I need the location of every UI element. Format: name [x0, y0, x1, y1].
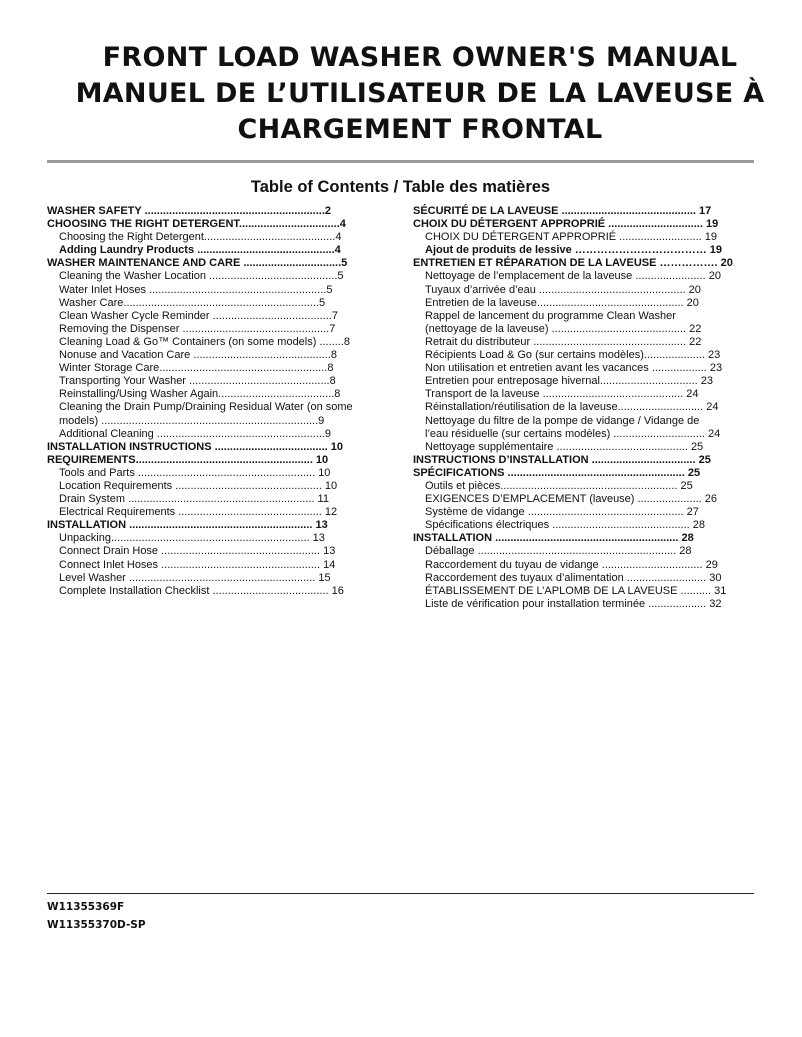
toc-entry[interactable]: Cleaning the Drain Pump/Draining Residual Water (on some [59, 401, 353, 414]
toc-entry[interactable]: Winter Storage Care.......................................................8 [59, 362, 334, 375]
title-divider [47, 160, 754, 163]
toc-english-column [47, 205, 403, 598]
toc-entry[interactable]: SÉCURITÉ DE LA LAVEUSE ............................................ 17 [413, 205, 712, 217]
toc-entry[interactable]: Drain System ............................................................. 11 [59, 493, 329, 506]
toc-entry[interactable]: Adding Laundry Products .............................................4 [59, 244, 341, 257]
toc-entry[interactable]: Réinstallation/réutilisation de la laveuse............................ 24 [425, 401, 719, 414]
toc-entry[interactable]: INSTALLATION INSTRUCTIONS ..................................... 10 [47, 440, 344, 453]
toc-entry[interactable]: Nonuse and Vacation Care .............................................8 [59, 349, 337, 362]
toc-entry[interactable]: Non utilisation et entretien avant les vacances .................. 23 [425, 362, 723, 375]
toc-entry[interactable]: Water Inlet Hoses ..........................................................5 [59, 283, 333, 296]
document-codes [47, 898, 146, 934]
toc-entry[interactable]: Nettoyage du filtre de la pompe de vidange / Vidange de [425, 414, 700, 427]
toc-entry[interactable]: Raccordement du tuyau de vidange ................................. 29 [425, 558, 718, 571]
toc-entry[interactable]: Choosing the Right Detergent...........................................4 [59, 231, 342, 244]
toc-entry[interactable]: Washer Care................................................................5 [59, 296, 326, 309]
toc-entry[interactable]: Cleaning the Washer Location ..........................................5 [59, 270, 344, 283]
toc-entry[interactable]: Reinstalling/Using Washer Again......................................8 [59, 388, 341, 401]
toc-entry[interactable]: ÉTABLISSEMENT DE L’APLOMB DE LA LAVEUSE .......... 31 [425, 584, 727, 597]
toc-entry[interactable]: Connect Inlet Hoses .................................................... 14 [59, 558, 336, 571]
toc-entry[interactable]: models) .......................................................................9 [59, 414, 325, 427]
toc-entry[interactable]: CHOIX DU DÉTERGENT APPROPRIÉ ............................... 19 [413, 218, 719, 231]
doc-code-en: W11355369F [47, 901, 125, 913]
toc-entry[interactable]: Spécifications électriques ............................................. 28 [425, 519, 705, 532]
title-line-fr-1: MANUEL DE L’UTILISATEUR DE LA LAVEUSE À [75, 78, 765, 109]
toc-entry[interactable]: Level Washer ............................................................. 15 [59, 571, 331, 584]
toc-entry[interactable]: Récipients Load & Go (sur certains modèles).................... 23 [425, 349, 721, 362]
toc-entry[interactable]: CHOIX DU DÉTERGENT APPROPRIÉ ........................... 19 [425, 231, 717, 244]
toc-entry[interactable]: Déballage ................................................................. 28 [425, 545, 692, 558]
manual-title [40, 40, 800, 148]
footer-divider [47, 893, 754, 894]
toc-entry[interactable]: INSTALLATION ............................................................ 28 [413, 532, 694, 545]
toc-entry[interactable]: Raccordement des tuyaux d’alimentation .......................... 30 [425, 571, 722, 584]
toc-entry[interactable]: Tuyaux d’arrivée d’eau ................................................ 20 [425, 283, 701, 296]
toc-entry[interactable]: Entretien de la laveuse................................................ 20 [425, 296, 699, 309]
toc-entry[interactable]: CHOOSING THE RIGHT DETERGENT.................................4 [47, 218, 346, 231]
toc-entry[interactable]: Transporting Your Washer ..............................................8 [59, 375, 336, 388]
doc-code-fr: W11355370D-SP [47, 919, 146, 931]
toc-entry[interactable]: Nettoyage de l’emplacement de la laveuse ....................... 20 [425, 270, 721, 283]
toc-entry[interactable]: WASHER SAFETY ...........................................................2 [47, 205, 332, 217]
toc-entry[interactable]: l’eau résiduelle (sur certains modèles) .............................. 24 [425, 427, 721, 440]
toc-entry[interactable]: Outils et pièces.......................................................... 25 [425, 479, 693, 492]
toc-entry[interactable]: SPÉCIFICATIONS .......................................................... 25 [413, 466, 701, 479]
toc-entry[interactable]: REQUIREMENTS.......................................................... 10 [47, 453, 329, 466]
title-line-fr-2: CHARGEMENT FRONTAL [237, 114, 603, 145]
toc-entry[interactable]: Cleaning Load & Go™ Containers (on some models) ........8 [59, 335, 351, 348]
toc-entry[interactable]: EXIGENCES D’EMPLACEMENT (laveuse) ..................... 26 [425, 493, 717, 506]
toc-entry[interactable]: Clean Washer Cycle Reminder .......................................7 [59, 309, 338, 322]
toc-french-column [413, 205, 802, 611]
toc-entry[interactable]: WASHER MAINTENANCE AND CARE ................................5 [47, 257, 348, 270]
toc-entry[interactable]: INSTALLATION ............................................................ 13 [47, 519, 328, 532]
toc-entry[interactable]: Ajout de produits de lessive ……………………………… 19 [425, 244, 723, 257]
toc-entry[interactable]: (nettoyage de la laveuse) ............................................ 22 [425, 322, 702, 335]
toc-entry[interactable]: Rappel de lancement du programme Clean Washer [425, 309, 676, 322]
toc-entry[interactable]: Removing the Dispenser ................................................7 [59, 322, 336, 335]
title-line-en: FRONT LOAD WASHER OWNER'S MANUAL [102, 42, 738, 73]
toc-entry[interactable]: Transport de la laveuse .............................................. 24 [425, 388, 699, 401]
toc-entry[interactable]: Entretien pour entreposage hivernal................................ 23 [425, 375, 713, 388]
toc-entry[interactable]: INSTRUCTIONS D’INSTALLATION .................................. 25 [413, 453, 711, 466]
toc-heading: Table of Contents / Table des matières [250, 178, 551, 196]
toc-entry[interactable]: Electrical Requirements ............................................... 12 [59, 506, 338, 519]
toc-entry[interactable]: Unpacking................................................................. 13 [59, 532, 325, 545]
toc-entry[interactable]: Tools and Parts .......................................................... 10 [59, 466, 331, 479]
toc-entry[interactable]: Complete Installation Checklist ...................................... 16 [59, 584, 344, 597]
toc-entry[interactable]: Connect Drain Hose .................................................... 13 [59, 545, 336, 558]
toc-entry[interactable]: Additional Cleaning .......................................................9 [59, 427, 332, 440]
toc-entry[interactable]: Système de vidange ................................................... 27 [425, 506, 699, 519]
toc-entry[interactable]: Location Requirements ................................................ 10 [59, 479, 338, 492]
toc-entry[interactable]: Retrait du distributeur .................................................. 22 [425, 335, 702, 348]
toc-entry[interactable]: Nettoyage supplémentaire ........................................... 25 [425, 440, 704, 453]
toc-entry[interactable]: Liste de vérification pour installation terminée ................... 32 [425, 597, 722, 610]
toc-entry[interactable]: ENTRETIEN ET RÉPARATION DE LA LAVEUSE ……………. 20 [413, 257, 733, 270]
